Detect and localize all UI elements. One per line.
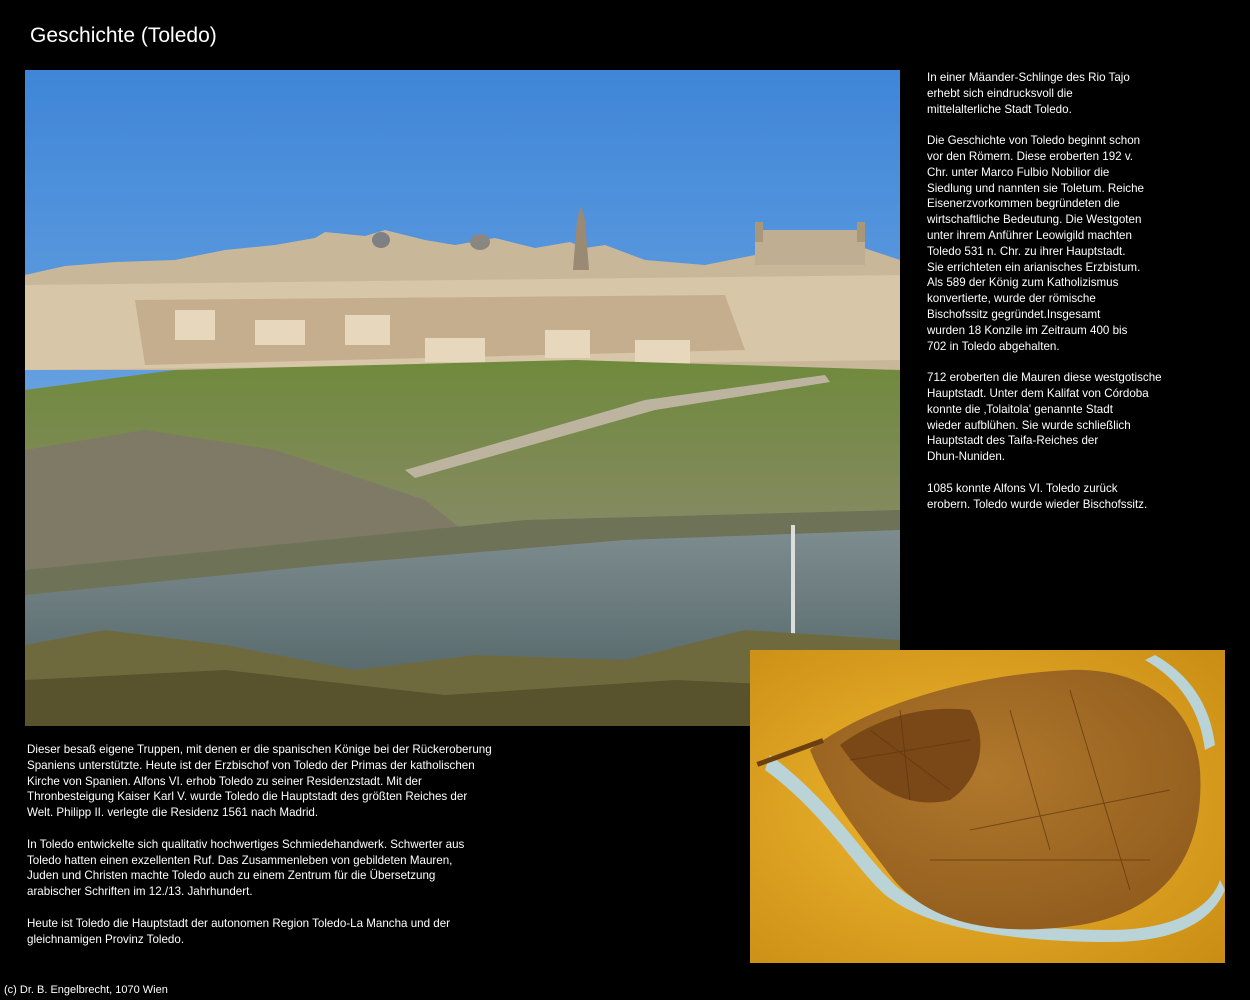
copyright-footer: (c) Dr. B. Engelbrecht, 1070 Wien bbox=[4, 984, 168, 996]
paragraph-intro: In einer Mäander-Schlinge des Rio Tajo erhebt sich eindrucksvoll die mittelalterliche Stadt Toledo. bbox=[927, 71, 1130, 116]
paragraph-reconquest: 1085 konnte Alfons VI. Toledo zurück erobern. Toledo wurde wieder Bischofssitz. bbox=[927, 481, 1148, 511]
panorama-illustration bbox=[25, 70, 900, 726]
page-title: Geschichte (Toledo) bbox=[30, 24, 217, 47]
paragraph-archbishop: Dieser besaß eigene Truppen, mit denen er die spanischen Könige bei der Rückeroberung Spaniens unterstützte. Heute ist der Erzbischof von Toledo der Primas der katholischen Kirche von Spanien. Alfons VI. erhob Toledo zu seiner Residenzstadt. Mit der Thronbesteigung Kaiser Karl V. wurde Toledo die Hauptstadt des größten Reiches der Welt. Philipp II. verlegte die Residenz 1561 nach Madrid. bbox=[27, 743, 492, 820]
toledo-city-model-photo bbox=[750, 650, 1225, 963]
paragraph-moors: 712 eroberten die Mauren diese westgotische Hauptstadt. Unter dem Kalifat von Córdoba konnte die ‚Tolaitola' genannte Stadt wieder aufblühen. Sie wurde schließlich Hauptstadt des Taifa-Reiches der Dhun-Nuniden. bbox=[927, 371, 1162, 464]
toledo-panorama-photo bbox=[25, 70, 900, 726]
paragraph-craft: In Toledo entwickelte sich qualitativ hochwertiges Schmiedehandwerk. Schwerter aus Toledo hatten einen exzellenten Ruf. Das Zusammenleben von gebildeten Mauren, Juden und Christen machte Toledo auch zu einem Zentrum für die Übersetzung arabischer Schriften im 12./13. Jahrhundert. bbox=[27, 837, 465, 899]
paragraph-romans-visigoths: Die Geschichte von Toledo beginnt schon vor den Römern. Diese eroberten 192 v. Chr. unter Marco Fulbio Nobilior die Siedlung und nannten sie Toletum. Reiche Eisenerzvorkommen begründeten die wirtschaftliche Bedeutung. Die Westgoten unter ihrem Anführer Leowigild machten Toledo 531 n. Chr. zu ihrer Hauptstadt. Sie errichteten ein arianisches Erzbistum. Als 589 der König zum Katholizismus konvertierte, wurde der römische Bischofssitz gegründet.Insgesamt wurden 18 Konzile im Zeitraum 400 bis 702 in Toledo abgehalten. bbox=[927, 134, 1144, 353]
history-text-bottom bbox=[27, 742, 567, 963]
paragraph-today: Heute ist Toledo die Hauptstadt der autonomen Region Toledo-La Mancha und der gleichnamigen Provinz Toledo. bbox=[27, 916, 451, 946]
model-illustration bbox=[750, 650, 1225, 963]
history-text-right bbox=[927, 70, 1237, 528]
